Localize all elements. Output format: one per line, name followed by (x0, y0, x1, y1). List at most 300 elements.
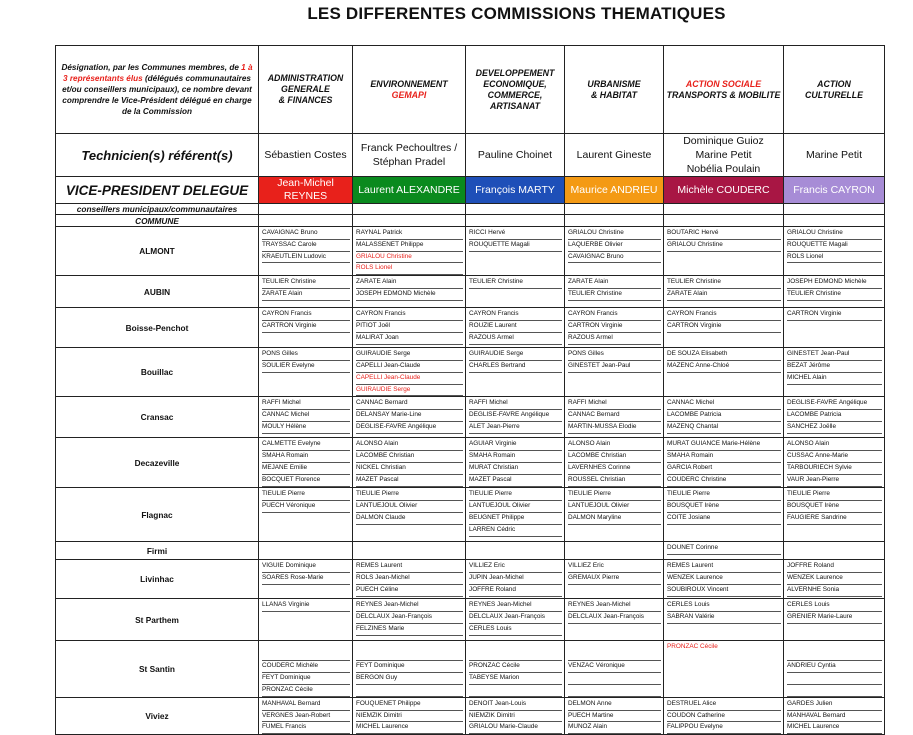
member-cell (259, 560, 353, 599)
member-name: TIEULIE Pierre (469, 489, 562, 501)
member-name: LLANAS Virginie (262, 600, 350, 612)
member-cell (466, 560, 565, 599)
member-name: ROUQUETTE Magali (787, 240, 882, 252)
commission-header-3: DEVELOPPEMENT ECONOMIQUE, COMMERCE, ARTISANAT (466, 46, 565, 134)
member-name: LANTUEJOUL Olivier (469, 501, 562, 513)
member-name: RICCI Hervé (469, 228, 562, 240)
member-cell (565, 599, 664, 641)
member-cell (565, 438, 664, 488)
designation-red-text: 1 à 3 représentants élus (63, 63, 253, 83)
commune-name: St Parthem (56, 599, 259, 641)
member-name: SOULIER Evelyne (262, 361, 350, 373)
member-name (667, 664, 781, 675)
technicien-2: Franck Pechoultres / Stéphan Pradel (353, 134, 466, 177)
commune-row (56, 348, 885, 397)
member-cell (784, 348, 885, 397)
member-name: ROUSSEL Christian (568, 475, 661, 487)
vice-president-label: VICE-PRESIDENT DELEGUE (56, 177, 259, 204)
member-name: PUECH Véronique (262, 501, 350, 513)
member-name: DOUNET Corinne (667, 543, 781, 555)
member-name: CAVAIGNAC Bruno (568, 252, 661, 264)
member-name: LANTUEJOUL Olivier (356, 501, 463, 513)
commune-row (56, 276, 885, 308)
member-name: CERLES Louis (787, 600, 882, 612)
member-name (787, 642, 882, 661)
member-cell (664, 276, 784, 308)
member-name: BOUSQUET Irène (667, 501, 781, 513)
member-cell (664, 348, 784, 397)
member-name: VAUR Jean-Pierre (787, 475, 882, 487)
member-name: BEZAT Jérôme (787, 361, 882, 373)
member-name: TEULIER Christine (787, 289, 882, 301)
member-cell (664, 397, 784, 438)
member-name: RAFFI Michel (568, 398, 661, 410)
member-name: PUECH Céline (356, 585, 463, 597)
vice-president-3: François MARTY (466, 177, 565, 204)
commune-name: Decazeville (56, 438, 259, 488)
member-cell (664, 560, 784, 599)
designation-note: Désignation, par les Communes membres, de 1 à 3 représentants élus (délégués communautaires et/ou conseillers municipaux), ce nombre devant comprendre le Vice-Président délégué en charge de la Commission (56, 46, 259, 134)
member-cell (466, 599, 565, 641)
member-name (356, 685, 463, 697)
member-name: LACOMBE Patricia (667, 410, 781, 422)
member-name: CAYRON Francis (356, 309, 463, 321)
member-name: FALIPPOU Evelyne (667, 722, 781, 734)
member-cell (259, 348, 353, 397)
member-cell (353, 599, 466, 641)
member-name: CANNAC Michel (262, 410, 350, 422)
member-name: CANNAC Michel (667, 398, 781, 410)
member-name: CANNAC Bernard (356, 398, 463, 410)
member-name: CAYRON Francis (667, 309, 781, 321)
member-name: MICHEL Laurence (787, 722, 882, 734)
conseillers-label: conseillers municipaux/communautaires (56, 204, 259, 215)
member-name: ALVERNHE Sonia (787, 585, 882, 597)
member-cell (466, 348, 565, 397)
member-name: FAUGIERE Sandrine (787, 513, 882, 525)
member-cell (466, 641, 565, 697)
member-name: ALET Jean-Pierre (469, 422, 562, 434)
member-cell (353, 438, 466, 488)
member-cell (259, 641, 353, 697)
member-name: JUPIN Jean-Michel (469, 573, 562, 585)
member-cell (565, 397, 664, 438)
member-name: ZARATE Alain (568, 277, 661, 289)
member-name: CHARLES Bertrand (469, 361, 562, 373)
member-name: GRIALOU Christine (568, 228, 661, 240)
member-cell (353, 697, 466, 734)
member-name: CERLES Louis (469, 624, 562, 636)
member-name: MICHEL Laurence (356, 722, 463, 734)
member-name: MALASSENET Philippe (356, 240, 463, 252)
member-name: COITE Josiane (667, 513, 781, 525)
member-name: DEGLISE-FAVRE Angélique (787, 398, 882, 410)
member-name: MURAT GUIANCE Marie-Hélène (667, 439, 781, 451)
member-name: ALONSO Alain (356, 439, 463, 451)
member-cell (565, 276, 664, 308)
member-name: CAPELLI Jean-Claude (356, 361, 463, 373)
member-name: GUIRAUDIE Serge (469, 349, 562, 361)
member-name: MOULY Hélène (262, 422, 350, 434)
member-name: AGUIAR Virginie (469, 439, 562, 451)
member-name: DALMON Maryline (568, 513, 661, 525)
member-cell (259, 542, 353, 560)
member-name: FUMEL Francis (262, 722, 350, 734)
member-name: COUDERC Michèle (262, 661, 350, 673)
member-name: BOUSQUET Irène (787, 501, 882, 513)
member-name: BERGON Guy (356, 673, 463, 685)
member-name: GINESTET Jean-Paul (787, 349, 882, 361)
member-name: PITIOT Joël (356, 321, 463, 333)
commune-row (56, 560, 885, 599)
member-cell (565, 488, 664, 542)
member-name: TIEULIE Pierre (787, 489, 882, 501)
member-name: CAYRON Francis (469, 309, 562, 321)
member-name: ROUZIE Laurent (469, 321, 562, 333)
member-name (568, 685, 661, 697)
member-cell (353, 560, 466, 599)
member-name: GARCIA Robert (667, 463, 781, 475)
commune-row (56, 641, 885, 697)
member-name: RAYNAL Patrick (356, 228, 463, 240)
member-name: ZARATE Alain (667, 289, 781, 301)
member-name: DE SOUZA Elisabeth (667, 349, 781, 361)
commission-header-5: ACTION SOCIALE TRANSPORTS & MOBILITE (664, 46, 784, 134)
member-name: LAQUERBE Olivier (568, 240, 661, 252)
member-name: JOFFRE Roland (787, 561, 882, 573)
member-name: COUDON Catherine (667, 711, 781, 723)
member-name: LANTUEJOUL Olivier (568, 501, 661, 513)
member-cell (259, 397, 353, 438)
member-cell (353, 348, 466, 397)
member-name: DELCLAUX Jean-François (568, 612, 661, 624)
member-name: ROLS Jean-Michel (356, 573, 463, 585)
member-name: CALMETTE Evelyne (262, 439, 350, 451)
member-name: ROLS Lionel (356, 263, 463, 275)
member-name: TIEULIE Pierre (568, 489, 661, 501)
member-cell (466, 488, 565, 542)
member-name: SABRAN Valérie (667, 612, 781, 624)
member-cell (784, 276, 885, 308)
technicien-4: Laurent Gineste (565, 134, 664, 177)
member-cell (784, 308, 885, 348)
member-cell (353, 542, 466, 560)
member-name: KRAEUTLEIN Ludovic (262, 252, 350, 264)
commune-row (56, 397, 885, 438)
vice-president-2: Laurent ALEXANDRE (353, 177, 466, 204)
member-cell (784, 438, 885, 488)
member-name: VERGNES Jean-Robert (262, 711, 350, 723)
member-name: RAFFI Michel (262, 398, 350, 410)
member-name: CERLES Louis (667, 600, 781, 612)
member-cell (664, 641, 784, 697)
member-name: WENZEK Laurence (787, 573, 882, 585)
member-cell (664, 308, 784, 348)
member-cell (353, 227, 466, 276)
member-cell (664, 697, 784, 734)
member-name: CARTRON Virginie (262, 321, 350, 333)
commission-header-2: ENVIRONNEMENT GEMAPI (353, 46, 466, 134)
member-name: MEJANE Emilie (262, 463, 350, 475)
vice-president-6: Francis CAYRON (784, 177, 885, 204)
member-name: GRENIER Marie-Laure (787, 612, 882, 624)
member-name: SMAHA Romain (667, 451, 781, 463)
commune-name: Cransac (56, 397, 259, 438)
member-cell (353, 397, 466, 438)
member-name (787, 685, 882, 697)
technicien-3: Pauline Choinet (466, 134, 565, 177)
member-name: GUIRAUDIE Serge (356, 349, 463, 361)
member-name: FOUQUENET Philippe (356, 699, 463, 711)
member-cell (259, 599, 353, 641)
member-name: CUSSAC Anne-Marie (787, 451, 882, 463)
member-cell (259, 438, 353, 488)
member-name: JOFFRE Roland (469, 585, 562, 597)
member-name: GRIALOU Christine (787, 228, 882, 240)
member-name: ALONSO Alain (787, 439, 882, 451)
member-name (469, 685, 562, 697)
member-cell (353, 641, 466, 697)
member-cell (784, 397, 885, 438)
member-cell (353, 308, 466, 348)
member-name: COUDERC Christine (667, 475, 781, 487)
member-name: LARREN Cédric (469, 525, 562, 537)
member-name: MAZET Pascal (356, 475, 463, 487)
member-name: MUNOZ Alain (568, 722, 661, 734)
vice-president-1: Jean-Michel REYNES (259, 177, 353, 204)
member-cell (466, 397, 565, 438)
member-name: JOSEPH EDMOND Michèle (787, 277, 882, 289)
member-name: GINESTET Jean-Paul (568, 361, 661, 373)
member-name: NICKEL Christian (356, 463, 463, 475)
page-title: LES DIFFERENTES COMMISSIONS THEMATIQUES (307, 4, 726, 23)
member-cell (784, 599, 885, 641)
member-name: TABEYSE Marion (469, 673, 562, 685)
technicien-label: Technicien(s) référent(s) (56, 134, 259, 177)
commune-name: St Santin (56, 641, 259, 697)
member-name: ALONSO Alain (568, 439, 661, 451)
member-name: REMES Laurent (667, 561, 781, 573)
vice-president-5: Michèle COUDERC (664, 177, 784, 204)
commune-label: COMMUNE (56, 215, 259, 227)
technicien-5: Dominique Guioz Marine Petit Nobélia Poulain (664, 134, 784, 177)
member-name: MANHAVAL Bernard (787, 711, 882, 723)
commune-row (56, 542, 885, 560)
member-cell (466, 542, 565, 560)
member-name: GREMAUX Pierre (568, 573, 661, 585)
member-name: NIEMZIK Dimitri (469, 711, 562, 723)
member-name: DEGLISE-FAVRE Angélique (469, 410, 562, 422)
member-name: DENOIT Jean-Louis (469, 699, 562, 711)
member-name: PRONZAC Cécile (667, 643, 718, 651)
member-name: DELANSAY Marie-Line (356, 410, 463, 422)
member-name: CAYRON Francis (262, 309, 350, 321)
member-cell (565, 560, 664, 599)
member-cell (664, 599, 784, 641)
member-cell (259, 276, 353, 308)
member-name: REMES Laurent (356, 561, 463, 573)
commune-row (56, 308, 885, 348)
member-name: ROUQUETTE Magali (469, 240, 562, 252)
member-name: CARTRON Virginie (787, 309, 882, 321)
member-name (568, 642, 661, 661)
member-name: PUECH Martine (568, 711, 661, 723)
member-name: TIEULIE Pierre (667, 489, 781, 501)
member-cell (784, 641, 885, 697)
member-name: MAZET Pascal (469, 475, 562, 487)
member-name (568, 673, 661, 685)
member-name: REYNES Jean-Michel (469, 600, 562, 612)
commune-name: Viviez (56, 697, 259, 734)
member-cell (565, 542, 664, 560)
member-cell (259, 697, 353, 734)
member-name: JOSEPH EDMOND Michèle (356, 289, 463, 301)
member-name: DELCLAUX Jean-François (356, 612, 463, 624)
member-name: GUIRAUDIE Serge (356, 385, 463, 397)
member-name: MANHAVAL Bernard (262, 699, 350, 711)
member-cell (565, 697, 664, 734)
member-cell (784, 697, 885, 734)
commission-header-1: ADMINISTRATION GENERALE & FINANCES (259, 46, 353, 134)
member-name: DELCLAUX Jean-François (469, 612, 562, 624)
commune-name: Flagnac (56, 488, 259, 542)
member-name: DEGLISE-FAVRE Angélique (356, 422, 463, 434)
member-name: SANCHEZ Joëlle (787, 422, 882, 434)
member-cell (353, 488, 466, 542)
member-name: TEULIER Christine (667, 277, 781, 289)
commune-row (56, 488, 885, 542)
member-name: LACOMBE Christian (356, 451, 463, 463)
member-cell (664, 438, 784, 488)
member-name: FELZINES Marie (356, 624, 463, 636)
commune-name: ALMONT (56, 227, 259, 276)
member-name (787, 673, 882, 685)
member-name (667, 653, 781, 664)
member-name: CANNAC Bernard (568, 410, 661, 422)
commune-name: Bouillac (56, 348, 259, 397)
commune-name: Boisse-Penchot (56, 308, 259, 348)
member-cell (784, 542, 885, 560)
commune-name: Livinhac (56, 560, 259, 599)
member-name: RAZOUS Armel (469, 333, 562, 345)
member-name: ZARATE Alain (262, 289, 350, 301)
member-cell (565, 641, 664, 697)
member-name: SOARES Rose-Marie (262, 573, 350, 585)
member-cell (664, 542, 784, 560)
member-cell (466, 697, 565, 734)
member-name: GRIALOU Christine (667, 240, 781, 252)
member-cell (784, 560, 885, 599)
member-name: TARBOURIECH Sylvie (787, 463, 882, 475)
member-name: TRAYSSAC Carole (262, 240, 350, 252)
commune-name: AUBIN (56, 276, 259, 308)
commune-row (56, 438, 885, 488)
member-cell (565, 348, 664, 397)
member-name: CAYRON Francis (568, 309, 661, 321)
member-name: VENZAC Véronique (568, 661, 661, 673)
member-name: TIEULIE Pierre (262, 489, 350, 501)
commission-header-6: ACTION CULTURELLE (784, 46, 885, 134)
member-name: DESTRUEL Alice (667, 699, 781, 711)
member-cell (784, 488, 885, 542)
member-name: PONS Gilles (262, 349, 350, 361)
member-name: LACOMBE Patricia (787, 410, 882, 422)
member-cell (259, 227, 353, 276)
member-name: ANDRIEU Cyntia (787, 661, 882, 673)
member-name: LAVERNHES Corinne (568, 463, 661, 475)
member-name: PRONZAC Cécile (262, 685, 350, 697)
member-name: MICHEL Alain (787, 373, 882, 385)
member-cell (466, 276, 565, 308)
commission-header-4: URBANISME & HABITAT (565, 46, 664, 134)
member-name: TEULIER Christine (469, 277, 562, 289)
member-name: SMAHA Romain (469, 451, 562, 463)
member-name (262, 642, 350, 661)
member-name (667, 675, 781, 686)
commune-row (56, 227, 885, 276)
member-name: DALMON Claude (356, 513, 463, 525)
member-cell (259, 488, 353, 542)
member-name: ZARATE Alain (356, 277, 463, 289)
member-name: CAVAIGNAC Bruno (262, 228, 350, 240)
member-cell (259, 308, 353, 348)
member-name: FEYT Dominique (262, 673, 350, 685)
member-name: VILLIEZ Eric (469, 561, 562, 573)
member-cell (353, 276, 466, 308)
member-name: TEULIER Christine (568, 289, 661, 301)
vice-president-4: Maurice ANDRIEU (565, 177, 664, 204)
member-name: ROLS Lionel (787, 252, 882, 264)
member-name: BOCQUET Florence (262, 475, 350, 487)
member-name: DELMON Anne (568, 699, 661, 711)
member-name: LACOMBE Christian (568, 451, 661, 463)
technicien-1: Sébastien Costes (259, 134, 353, 177)
commune-name: Firmi (56, 542, 259, 560)
member-cell (565, 308, 664, 348)
member-name: WENZEK Laurence (667, 573, 781, 585)
member-name: BEUGNET Philippe (469, 513, 562, 525)
member-name: CARTRON Virginie (568, 321, 661, 333)
member-name: RAZOUS Armel (568, 333, 661, 345)
member-name: VILLIEZ Eric (568, 561, 661, 573)
commune-row (56, 599, 885, 641)
technicien-6: Marine Petit (784, 134, 885, 177)
member-name: MARTIN-MUSSA Elodie (568, 422, 661, 434)
member-name: NIEMZIK Dimitri (356, 711, 463, 723)
member-name: GARDES Julien (787, 699, 882, 711)
member-name: MAZENC Anne-Chloé (667, 361, 781, 373)
member-cell (664, 227, 784, 276)
member-name: MALIRAT Joan (356, 333, 463, 345)
member-name: CARTRON Virginie (667, 321, 781, 333)
member-name (469, 642, 562, 661)
commune-row (56, 697, 885, 734)
member-name: REYNES Jean-Michel (568, 600, 661, 612)
member-name: TIEULIE Pierre (356, 489, 463, 501)
member-name: MAZENQ Chantal (667, 422, 781, 434)
member-name (356, 642, 463, 661)
member-cell (466, 308, 565, 348)
member-name: CAPELLI Jean-Claude (356, 373, 463, 385)
member-name: SOUBIROUX Vincent (667, 585, 781, 597)
member-name: BOUTARIC Hervé (667, 228, 781, 240)
member-name: GRIALOU Christine (356, 252, 463, 264)
commissions-table (55, 45, 885, 735)
member-cell (784, 227, 885, 276)
member-cell (466, 227, 565, 276)
member-name: REYNES Jean-Michel (356, 600, 463, 612)
member-name: GRIALOU Marie-Claude (469, 722, 562, 734)
